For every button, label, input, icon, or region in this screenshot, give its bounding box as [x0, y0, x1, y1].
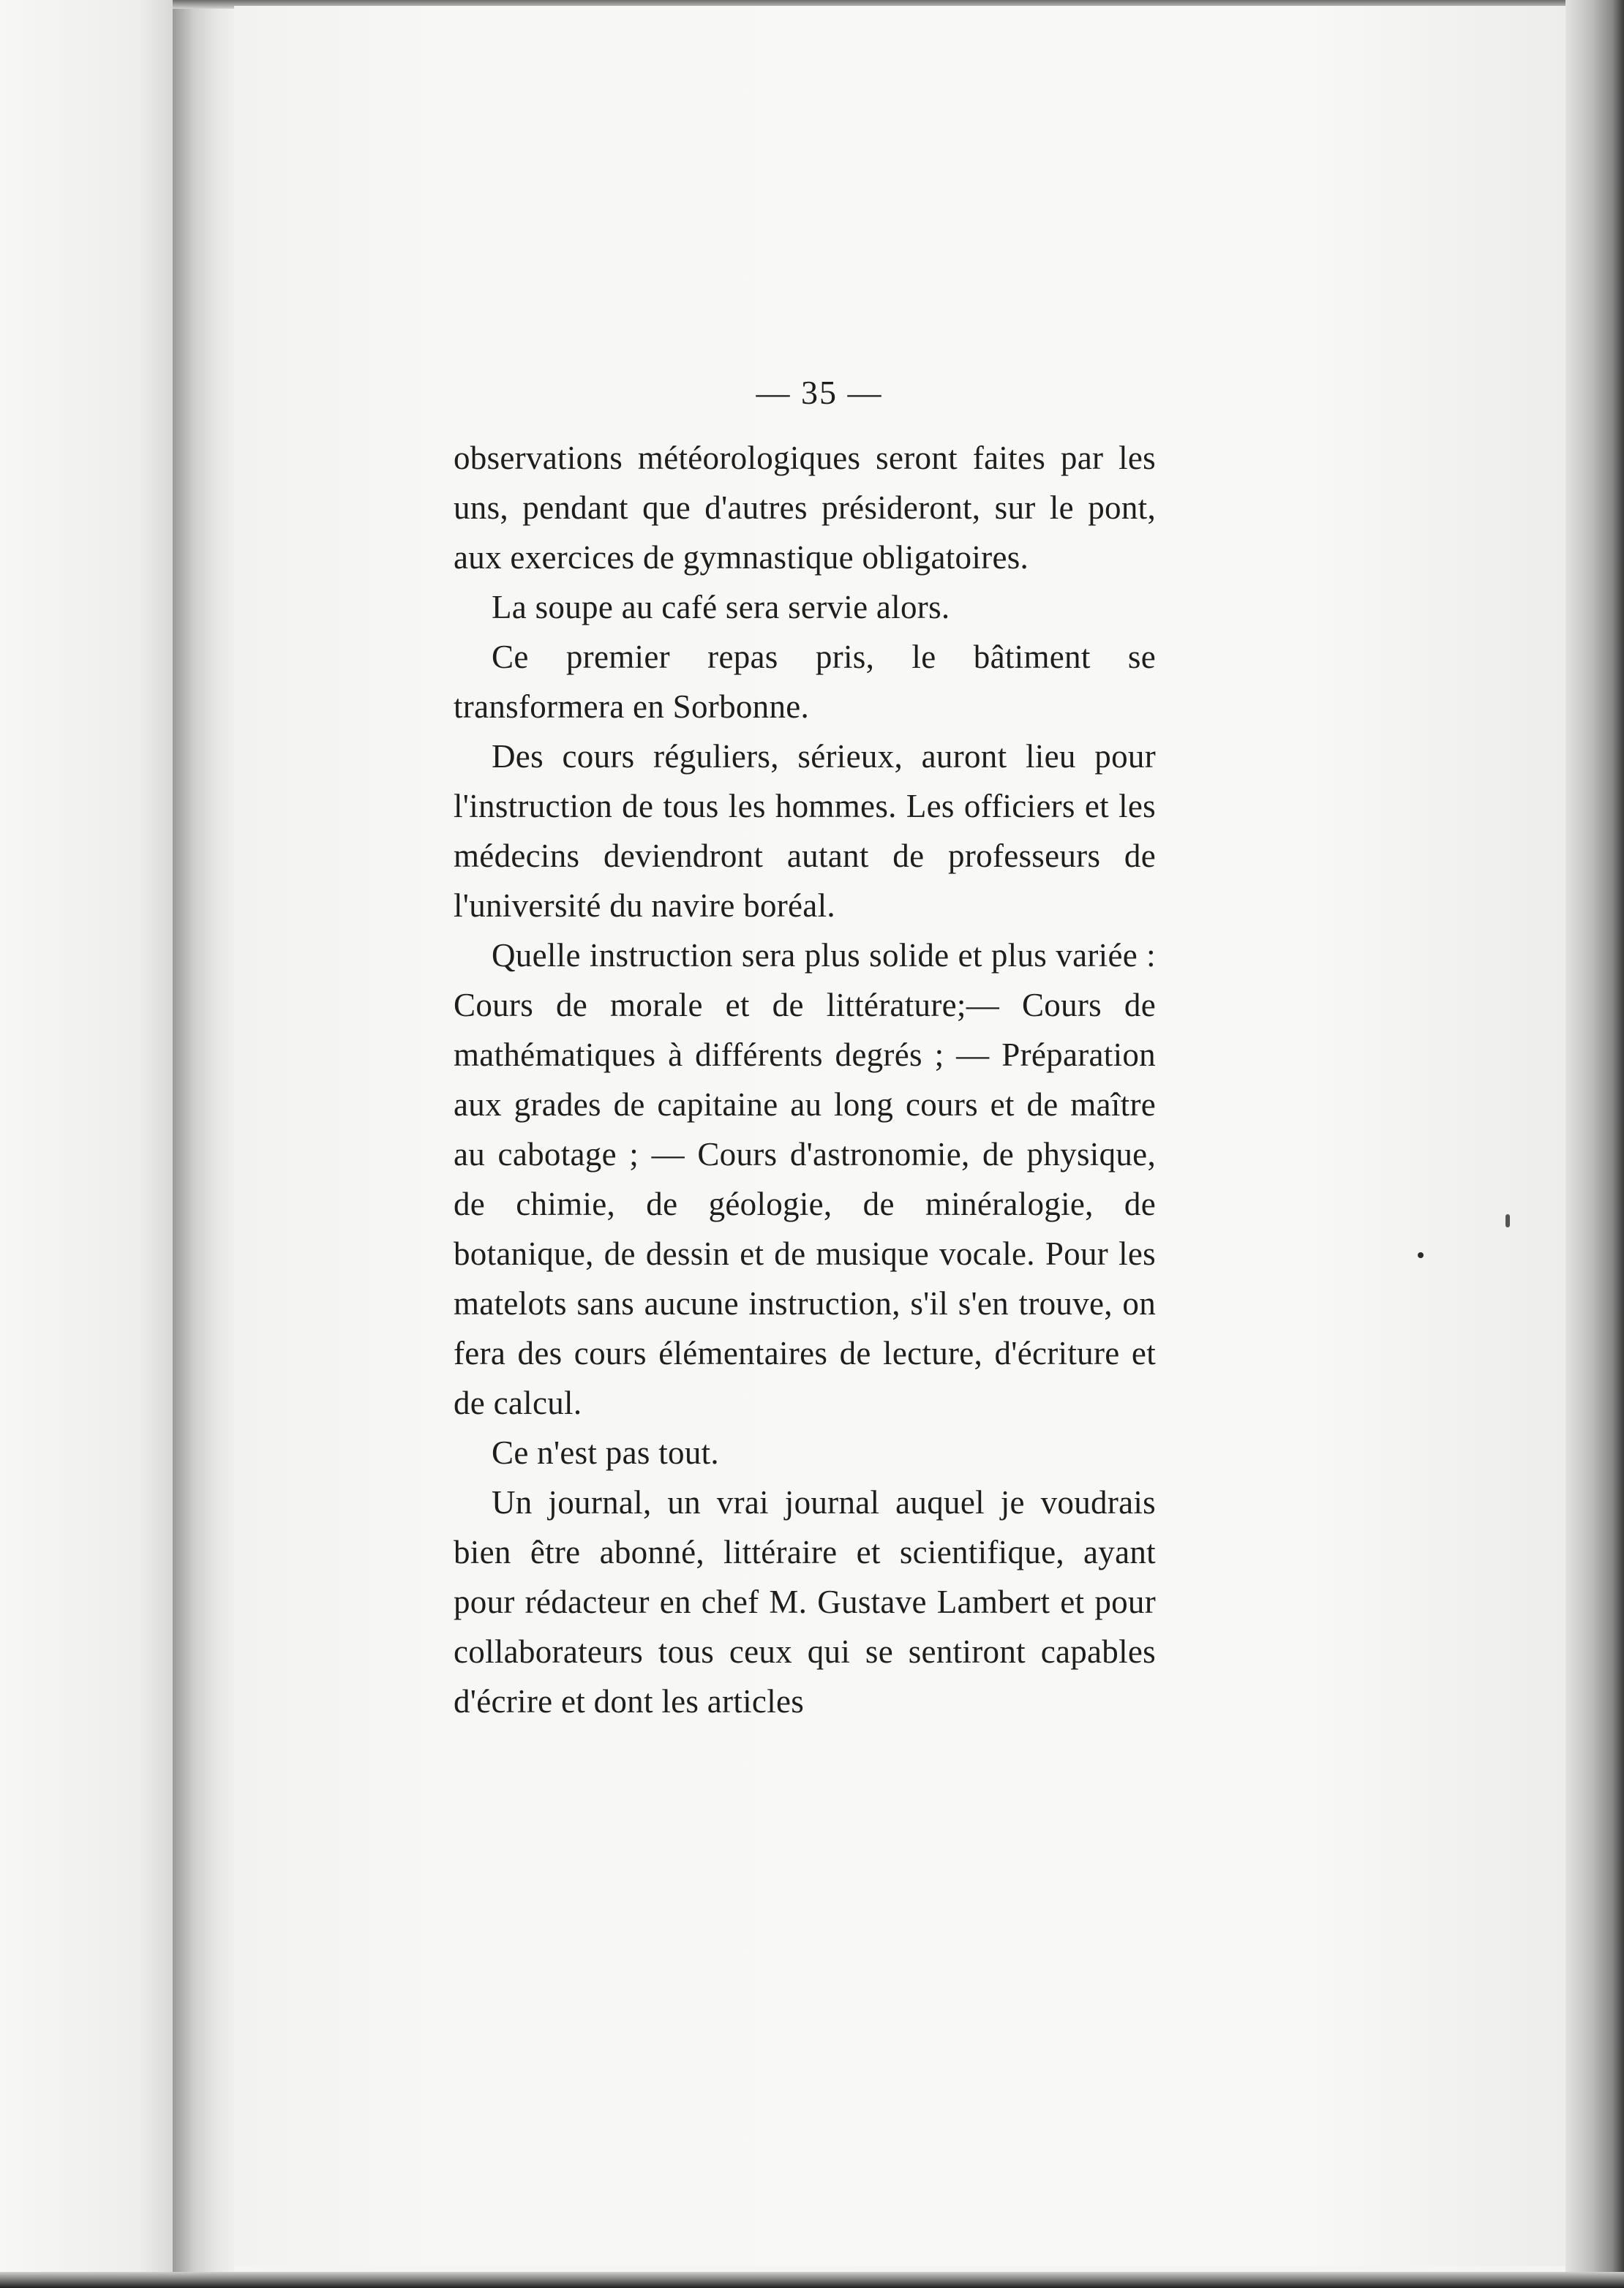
ink-speck [1418, 1252, 1424, 1258]
page-number: — 35 — [756, 374, 883, 411]
right-scan-edge [1565, 0, 1624, 2288]
paragraph-5: Quelle instruction sera plus solide et plus variée : Cours de morale et de littérature;— Cours de mathématiques à différents degrés ; — Préparation aux grades de capitaine au long cours et de maître au cabotage ; — Cours d'astronomie, de physique, de chimie, de géologie, de minéralogie, de botanique, de dessin et de musique vocale. Pour les matelots sans aucune instruction, s'il s'en trouve, on fera des cours élémentaires de lecture, d'écriture et de calcul. [454, 937, 1156, 1421]
paragraph-6: Ce n'est pas tout. [492, 1434, 719, 1471]
bottom-scan-edge [0, 2272, 1624, 2288]
margin-mark [1505, 1214, 1510, 1227]
paragraph-2: La soupe au café sera servie alors. [492, 589, 950, 625]
body-text [454, 433, 1156, 1726]
paragraph-3: Ce premier repas pris, le bâtiment se transformera en Sorbonne. [454, 639, 1156, 725]
book-spine-gutter [173, 7, 234, 2275]
paragraph-1: observations météorologiques seront faites par les uns, pendant que d'autres présideront, sur le pont, aux exercices de gymnastique obligatoires. [454, 440, 1156, 576]
paragraph-7: Un journal, un vrai journal auquel je voudrais bien être abonné, littéraire et scientifique, ayant pour rédacteur en chef M. Gustave Lambert et pour collaborateurs tous ceux qui se sentiront capables d'écrire et dont les articles [454, 1484, 1156, 1720]
left-page-leaf [0, 0, 173, 2288]
paragraph-4: Des cours réguliers, sérieux, auront lieu pour l'instruction de tous les hommes. Les officiers et les médecins deviendront autant de professeurs de l'université du navire boréal. [454, 738, 1156, 924]
